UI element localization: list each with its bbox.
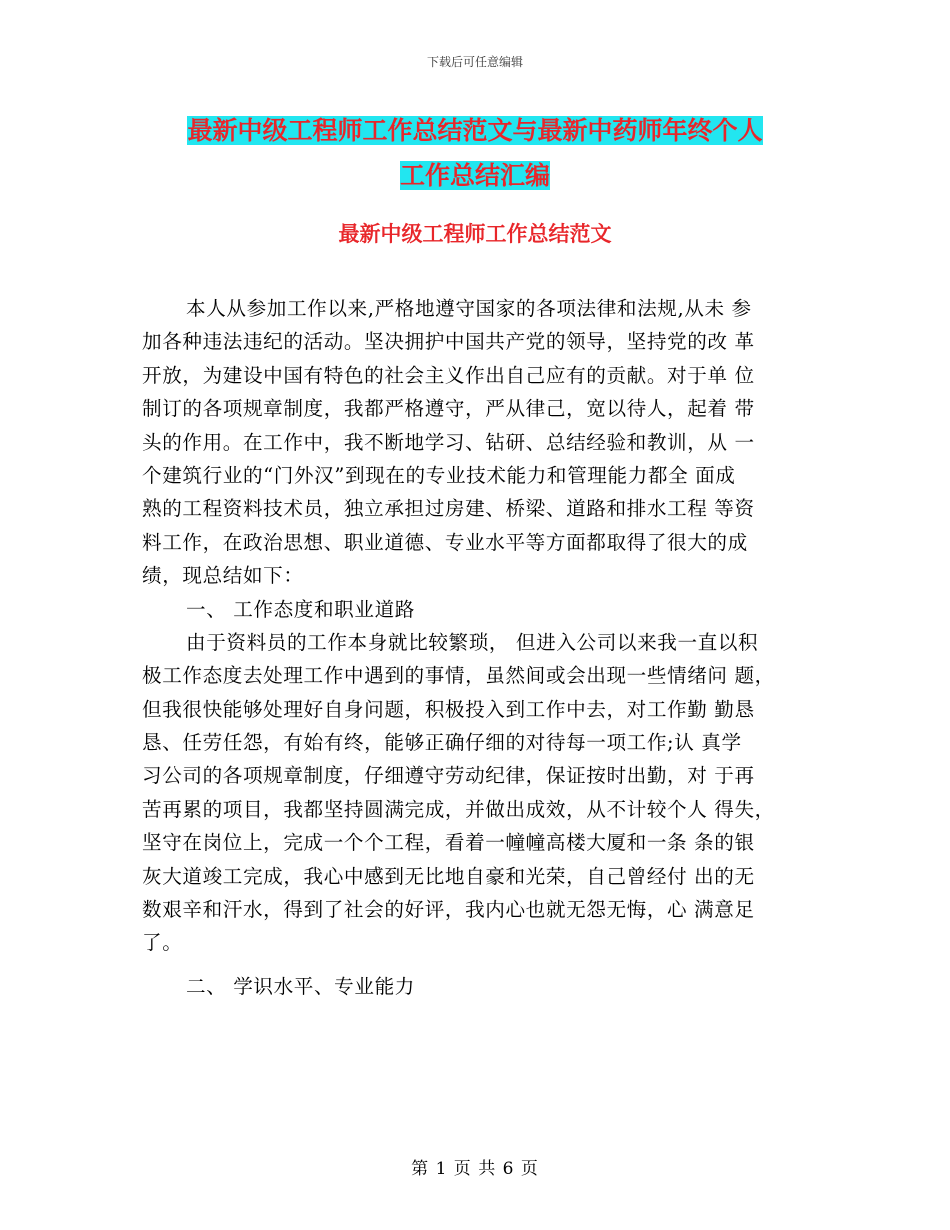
- text-line: 坚守在岗位上，完成一个个工程，看着一幢幢高楼大厦和一条 条的银: [142, 831, 755, 855]
- text-line: 苦再累的项目，我都坚持圆满完成，并做出成效，从不计较个人 得失，: [142, 797, 775, 821]
- subsection-heading: 二、 学识水平、专业能力: [186, 974, 415, 998]
- section-title: 最新中级工程师工作总结范文: [338, 221, 612, 246]
- text-line: 料工作，在政治思想、职业道德、专业水平等方面都取得了很大的成: [142, 530, 748, 554]
- text-line: 制订的各项规章制度，我都严格遵守，严从律己，宽以待人，起着 带: [142, 397, 755, 421]
- text-line: 极工作态度去处理工作中遇到的事情，虽然间或会出现一些情绪问 题，: [142, 664, 775, 688]
- body-text: [142, 292, 812, 1003]
- text-line: 习公司的各项规章制度，仔细遵守劳动纪律，保证按时出勤，对 于再: [142, 764, 755, 788]
- subsection-heading: 一、 工作态度和职业道路: [186, 597, 415, 621]
- text-line: 了。: [142, 931, 183, 955]
- text-line: 开放，为建设中国有特色的社会主义作出自己应有的贡献。对于单 位: [142, 363, 755, 387]
- text-line: 由于资料员的工作本身就比较繁琐， 但进入公司以来我一直以积: [186, 630, 759, 654]
- page-number: 第 1 页 共 6 页: [411, 1159, 539, 1179]
- text-line: 灰大道竣工完成，我心中感到无比地自豪和光荣，自己曾经付 出的无: [142, 864, 755, 888]
- text-line: 加各种违法违纪的活动。坚决拥护中国共产党的领导，坚持党的改 革: [142, 330, 755, 354]
- title-line-1: 最新中级工程师工作总结范文与最新中药师年终个人: [187, 116, 763, 145]
- text-line: 本人从参加工作以来,严格地遵守国家的各项法律和法规,从未 参: [186, 297, 752, 320]
- text-line: 恳、任劳任怨，有始有终，能够正确仔细的对待每一项工作;认 真学: [142, 731, 742, 755]
- text-line: 绩，现总结如下：: [142, 564, 304, 588]
- document-title: [140, 108, 810, 198]
- title-line-2: 工作总结汇编: [399, 161, 550, 190]
- text-line: 但我很快能够处理好自身问题，积极投入到工作中去，对工作勤 勤恳: [142, 697, 755, 721]
- text-line: 头的作用。在工作中，我不断地学习、钻研、总结经验和教训，从 一: [142, 430, 755, 454]
- header-note: 下载后可任意编辑: [426, 55, 523, 69]
- text-line: 个建筑行业的“门外汉”到现在的专业技术能力和管理能力都全 面成: [142, 463, 736, 487]
- text-line: 熟的工程资料技术员，独立承担过房建、桥梁、道路和排水工程 等资: [142, 497, 755, 521]
- text-line: 数艰辛和汗水，得到了社会的好评，我内心也就无怨无悔，心 满意足: [142, 898, 755, 922]
